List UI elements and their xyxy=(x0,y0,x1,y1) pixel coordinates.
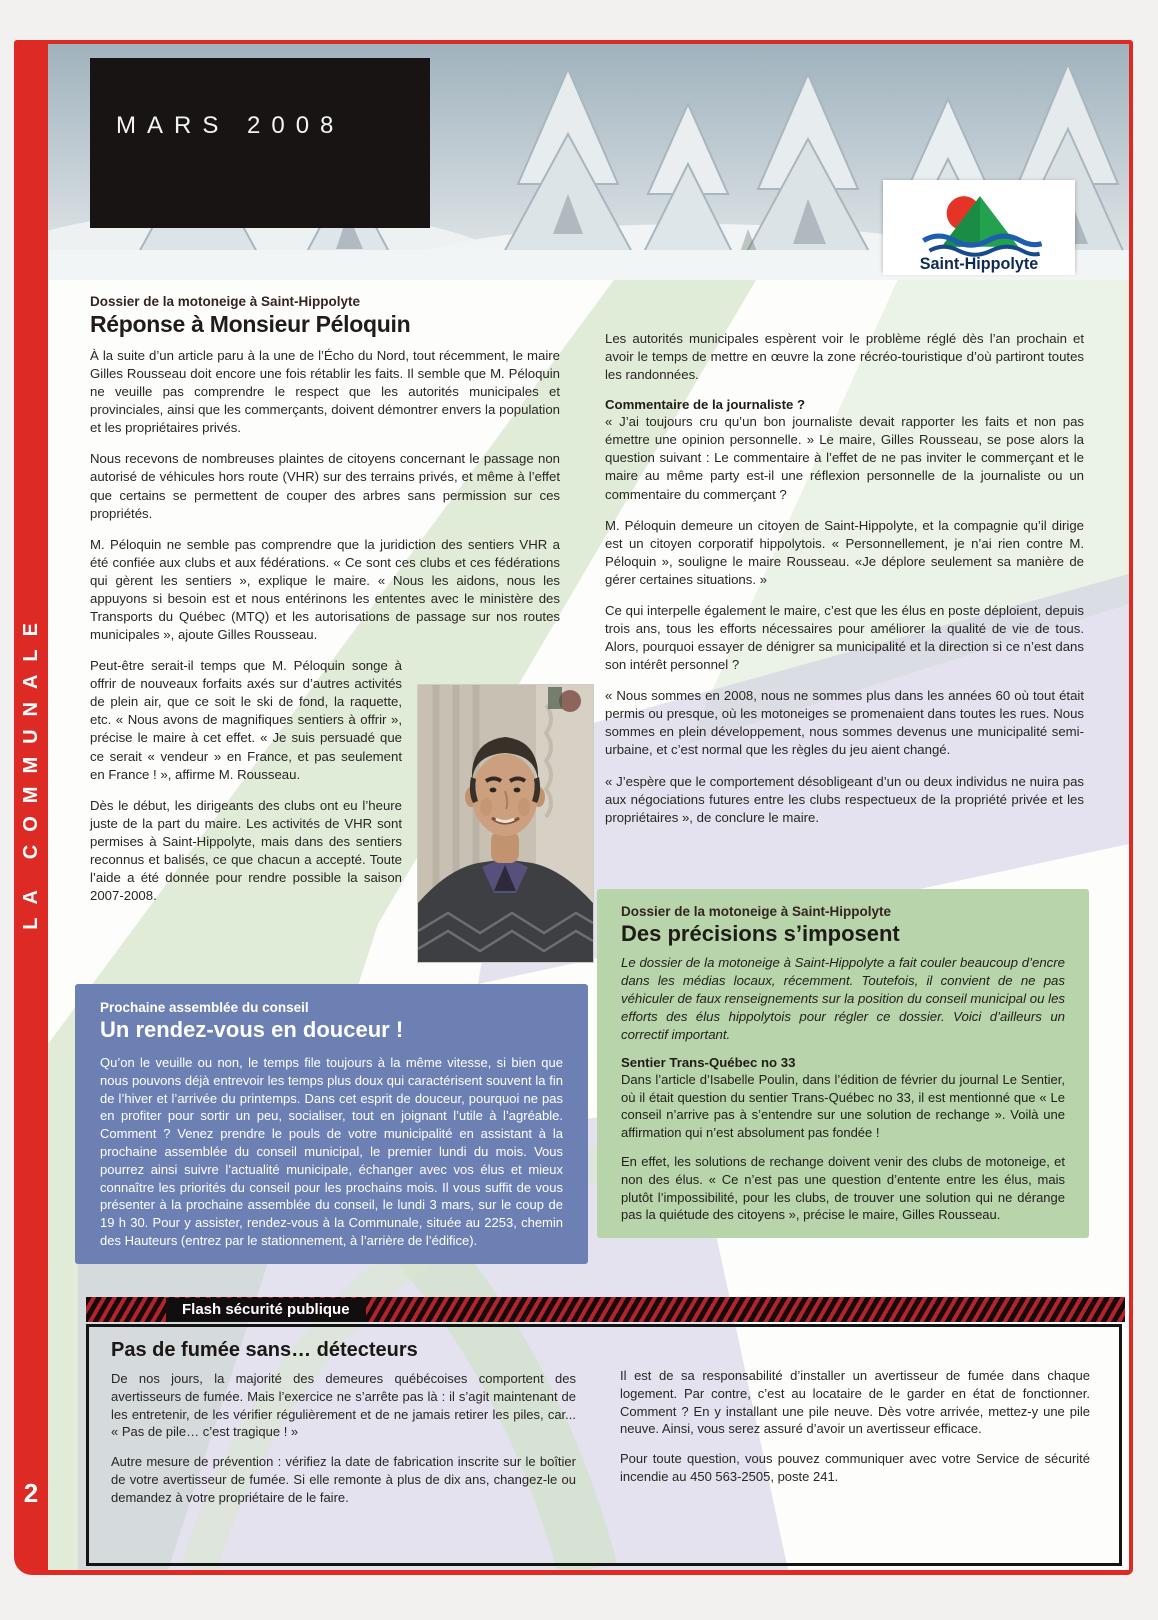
precisions-box-kicker: Dossier de la motoneige à Saint-Hippolyte xyxy=(621,904,892,919)
council-box-body: Qu’on le veuille ou non, le temps file toujours à la même vitesse, si bien que nous pouvons déjà entrevoir les temps plus doux qui caractérisent souvent la fin de l’hiver et l’arrivée du printemps. Dans cet esprit de douceur, pourquoi ne pas en profiter pour sortir un peu, socialiser, tout en joignant l’utile à l’agréable. Comment ? Venez prendre le pouls de votre municipalité en assistant à la prochaine assemblée du conseil municipal, le premier lundi du mois. Vous pourrez ainsi suivre l’actualité municipale, échanger avec vos élus et mieux connaître les priorités du conseil pour les prochains mois. Il vous suffit de vous présenter à la prochaine assemblée du conseil, le lundi 3 mars, sur le coup de 19 h 30. Pour y assister, rendez-vous à la Communale, située au 2253, chemin des Hauteurs (entrez par le stationnement, à l’arrière de l’édifice). xyxy=(100,1055,563,1248)
smoke-detector-paragraph: Pour toute question, vous pouvez communiquer avec votre Service de sécurité incendie au 450 563-2505, poste 241. xyxy=(620,1451,1090,1484)
article-paragraph: Ce qui interpelle également le maire, c’est que les élus en poste déploient, depuis trois ans, tous les efforts nécessaires pour améliorer la qualité de vie de tous. Alors, pourquoi essayer de dénigrer sa municipalité et la direction si ce n’est dans son intérêt personnel ? xyxy=(605,602,1084,673)
smoke-detector-paragraph: Autre mesure de prévention : vérifiez la date de fabrication inscrite sur le boîtier de votre avertisseur de fumée. Si elle remonte à plus de dix ans, changez-le ou demandez à votre propriétaire de le faire. xyxy=(111,1454,576,1505)
smoke-detector-headline: Pas de fumée sans… détecteurs xyxy=(111,1339,418,1361)
smoke-detector-paragraph: Il est de sa responsabilité d’installer un avertisseur de fumée dans chaque logement. Par contre, c’est au locataire de le garder en état de fonctionner. Comment ? En y installant une pile neuve. Dès votre arrivée, mettez-y une pile neuve. Ainsi, vous serez assuré d’avoir un avertisseur efficace. xyxy=(620,1368,1090,1437)
mayor-photo-graphic xyxy=(418,685,593,962)
article-paragraph: M. Péloquin demeure un citoyen de Saint-Hippolyte, et la compagnie qu’il dirige est un citoyen corporatif hippolytois. « Personnellement, je n’ai rien contre M. Péloquin », souligne le maire Rousseau. «Je déplore seulement sa manière de gérer certaines situations. » xyxy=(605,517,1084,587)
article-paragraph: Nous recevons de nombreuses plaintes de citoyens concernant le passage non autorisé de véhicules hors route (VHR) sur des terrains privés, et même à l’effet que certains se permettent de couper des arbres sans permission sur ces propriétés. xyxy=(90,451,560,521)
issue-date-box xyxy=(90,58,430,228)
council-meeting-box xyxy=(75,984,588,1264)
logo-graphic xyxy=(883,180,1075,275)
article-paragraph: À la suite d’un article paru à la une de l’Écho du Nord, tout récemment, le maire Gilles Rousseau doit encore une fois rétablir les faits. Il semble que M. Péloquin ne veuille pas comprendre le respect que les autorités municipales et provinciales, ainsi que les commerçants, doivent démontrer envers la population et les propriétaires privés. xyxy=(90,348,560,436)
article-paragraph: Dès le début, les dirigeants des clubs ont eu l’heure juste de la part du maire. Les activités de VHR sont permises à Saint-Hippolyte, mais dans des sentiers reconnus et balisés, ce que chacun a accepté. Toute l’aide a été donnée pour rendre possible la saison 2007-2008. xyxy=(90,797,402,904)
municipal-logo xyxy=(883,180,1075,272)
page-content xyxy=(48,44,1129,1570)
flash-security-strip xyxy=(86,1297,1125,1322)
smoke-detector-right-column xyxy=(620,1367,1090,1563)
page-number: 2 xyxy=(23,1478,39,1508)
precisions-paragraph: Dans l’article d’Isabelle Poulin, dans l’édition de février du journal Le Sentier, où il était question du sentier Trans-Québec no 33, il est mentionné que « Le conseil n’arrive pas à s’entendre sur une solution de rechange ». Voilà une affirmation qui n’est absolument pas fondée ! xyxy=(621,1071,1065,1141)
smoke-detector-left-column xyxy=(111,1337,576,1563)
logo-text: Saint-Hippolyte xyxy=(919,254,1039,273)
article-paragraph: M. Péloquin ne semble pas comprendre que la juridiction des sentiers VHR a été confiée aux clubs et aux fédérations. « Ce sont ces clubs et ces fédérations qui gèrent les sentiers », explique le maire. « Nous les aidons, nous les appuyons si besoin est et nous entérinons les ententes avec le ministère des Transports du Québec (MTQ) et les autorisations de passage sur nos routes municipales », ajoute Gilles Rousseau. xyxy=(90,536,560,643)
trail-subhead: Sentier Trans-Québec no 33 xyxy=(621,1054,796,1070)
article-paragraph: Les autorités municipales espèrent voir le problème réglé dès l’an prochain et avoir le temps de mettre en œuvre la zone récréo-touristique d’où partiront toutes les randonnées. xyxy=(605,331,1084,383)
mayor-photo xyxy=(417,684,594,963)
article-paragraph: « J’espère que le comportement désobligeant d’un ou deux individus ne nuira pas aux négociations futures entre les clubs respectueux de la propriété privée et les propriétaires », de conclure le maire. xyxy=(605,773,1084,825)
article-right-column xyxy=(605,330,1084,840)
article-paragraph: « Nous sommes en 2008, nous ne sommes plus dans les années 60 où tout était permis ou presque, où les motoneiges se promenaient dans toutes les rues. Nous sommes en plein développement, nous sommes devenus une municipalité semi-urbaine, et c’est normal que les règles du jeu aient changé. xyxy=(605,688,1084,758)
article-kicker: Dossier de la motoneige à Saint-Hippolyte xyxy=(90,294,361,309)
article-paragraph: Peut-être serait-il temps que M. Péloquin songe à offrir de nouveaux forfaits axés sur d’autres activités de plein air, que ce soit le ski de fond, la raquette, etc. « Nous avons de magnifiques sentiers à offrir », précise le maire à cet effet. « Je suis persuadé que ce serait « vendeur » en France, et pas seulement en France ! », affirme M. Rousseau. xyxy=(90,658,402,782)
precisions-box xyxy=(597,889,1089,1238)
text-wrap-beside-photo xyxy=(90,657,402,905)
council-box-headline: Un rendez-vous en douceur ! xyxy=(100,1017,404,1042)
journalist-comment-subhead: Commentaire de la journaliste ? xyxy=(605,397,806,413)
newsletter-title-vertical: LA COMMUNALE xyxy=(19,610,42,930)
precisions-box-intro: Le dossier de la motoneige à Saint-Hippolyte a fait couler beaucoup d’encre dans les médias locaux, récemment. Toutefois, il convient de ne pas véhiculer de faux renseignements sur la position du conseil municipal ou les efforts des élus hippolytois pour régler ce dossier. Voici d’ailleurs un correctif important. xyxy=(621,955,1065,1042)
precisions-paragraph: En effet, les solutions de rechange doivent venir des clubs de motoneige, et non des élus. « Ce n’est pas une question d’entente entre les élus, mais plutôt l’impossibilité, pour les clubs, de trouver une solution qui ne dérange pas la quiétude des citoyens », précise le maire, Gilles Rousseau. xyxy=(621,1153,1065,1223)
smoke-detector-paragraph: De nos jours, la majorité des demeures québécoises comportent des avertisseurs de fumée. Mais l’exercice ne s’arrête pas là : il s’agit maintenant de les entretenir, de les vérifier régulièrement et de ne jamais retirer les piles, car... « Pas de pile… c’est tragique ! » xyxy=(111,1371,576,1440)
precisions-box-headline: Des précisions s’imposent xyxy=(621,921,900,946)
header-photo-banner xyxy=(48,44,1129,280)
council-box-kicker: Prochaine assemblée du conseil xyxy=(100,1000,309,1015)
article-headline: Réponse à Monsieur Péloquin xyxy=(90,311,411,337)
article-paragraph: « J’ai toujours cru qu’un bon journaliste devait rapporter les faits et non pas émettre une opinion personnelle. » Le maire, Gilles Rousseau, se pose alors la question suivant : Le commentaire à l’effet de ne pas inviter le commerçant et le maire au même party est-il une réflexion personnelle de la journaliste ou un commentaire du commerçant ? xyxy=(605,414,1084,502)
issue-date: MARS 2008 xyxy=(116,112,345,139)
smoke-detector-box xyxy=(86,1324,1122,1566)
flash-strip-label: Flash sécurité publique xyxy=(166,1298,366,1322)
